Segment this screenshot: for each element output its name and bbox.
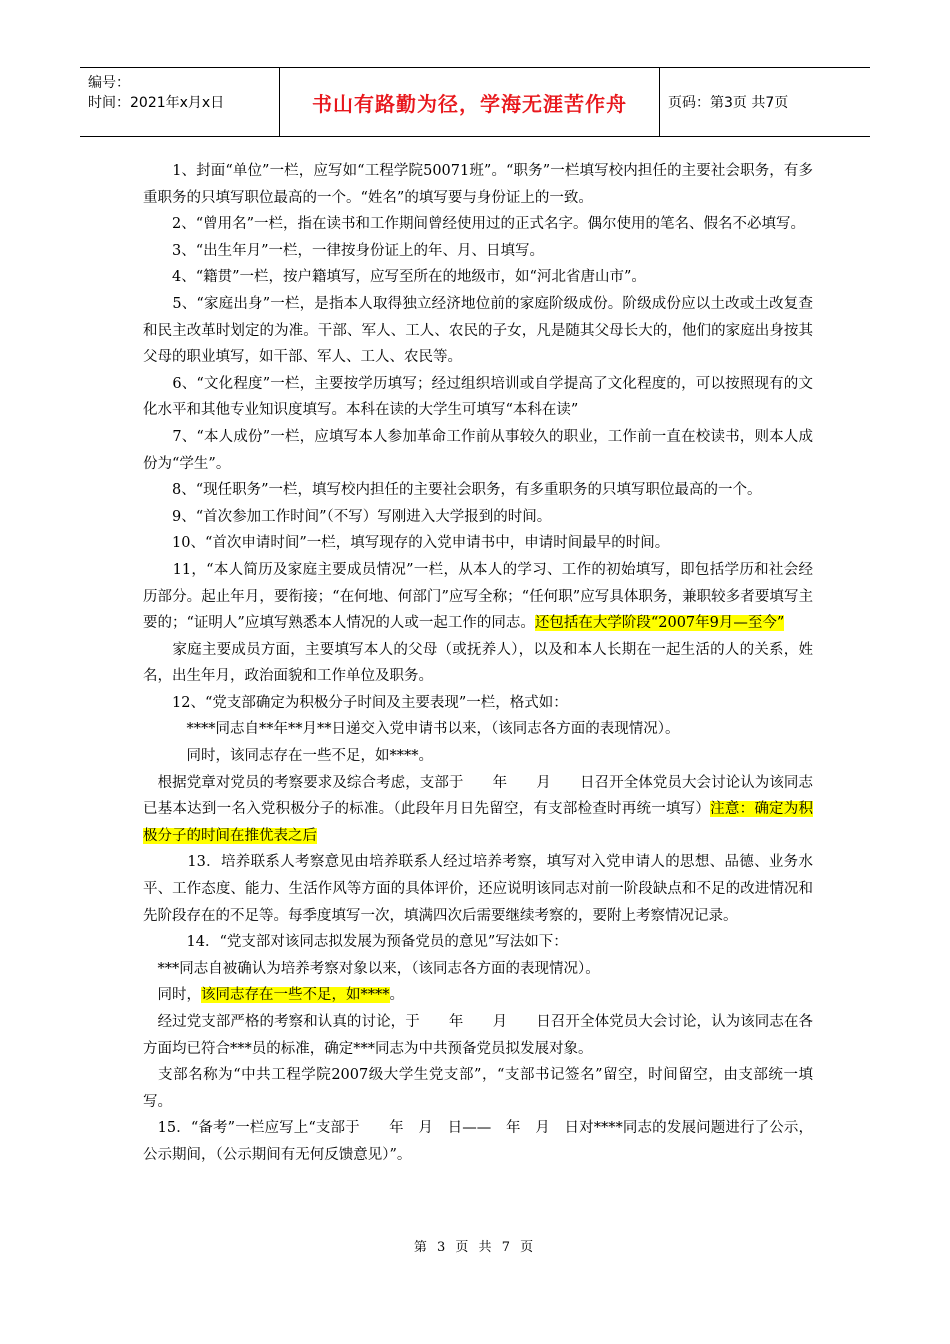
paragraph-text: 根据党章对党员的考察要求及综合考虑，支部于 年 月 日召开全体党员大会讨论认为该同志已基本达到一名入党积极分子的标准。（此段年月日先留空，有支部检查时再统一填写） bbox=[143, 774, 813, 818]
paragraph bbox=[143, 504, 813, 531]
paragraph bbox=[143, 371, 813, 424]
paragraph-text: 11，“本人简历及家庭主要成员情况”一栏，从本人的学习、工作的初始填写，即包括学历和社会经历部分。起止年月，要衔接；“在何地、何部门”应写全称；“任何职”应写具体职务，兼职较多者要填写主要的；“证明人”应填写熟悉本人情况的人或一起工作的同志。 bbox=[143, 561, 813, 632]
paragraph bbox=[143, 1009, 813, 1062]
highlighted-text: 该同志存在一些不足，如**** bbox=[201, 987, 390, 1004]
paragraph-text: 同时，该同志存在一些不足，如****。 bbox=[143, 748, 433, 765]
paragraph bbox=[143, 982, 813, 1009]
paragraph bbox=[143, 956, 813, 983]
highlighted-text: 还包括在大学阶段“2007年9月—至今” bbox=[534, 615, 785, 632]
paragraph-text: 2、“曾用名”一栏，指在读书和工作期间曾经使用过的正式名字。偶尔使用的笔名、假名不必填写。 bbox=[143, 216, 806, 233]
header-meta bbox=[80, 68, 280, 136]
paragraph bbox=[143, 291, 813, 371]
paragraph-text: 1、封面“单位”一栏，应写如“工程学院50071班”。“职务”一栏填写校内担任的主要社会职务，有多重职务的只填写职位最高的一个。“姓名”的填写要与身份证上的一致。 bbox=[143, 163, 813, 206]
paragraph bbox=[143, 264, 813, 291]
paragraph-text: ****同志自**年**月**日递交入党申请书以来，（该同志各方面的表现情况）。 bbox=[143, 721, 680, 738]
paragraph bbox=[143, 637, 813, 690]
paragraph-text-tail: 。 bbox=[389, 987, 404, 1004]
paragraph bbox=[143, 690, 813, 717]
paragraph-text: 家庭主要成员方面，主要填写本人的父母（或抚养人），以及和本人长期在一起生活的人的关系，姓名，出生年月，政治面貌和工作单位及职务。 bbox=[143, 641, 813, 685]
paragraph-text: 支部名称为“中共工程学院2007级大学生党支部”，“支部书记签名”留空，时间留空，由支部统一填写。 bbox=[143, 1067, 813, 1110]
paragraph-text: 9、“首次参加工作时间”（不写）写刚进入大学报到的时间。 bbox=[143, 508, 552, 525]
paragraph-text: 10、“首次申请时间”一栏，填写现存的入党申请书中，申请时间最早的时间。 bbox=[143, 535, 670, 552]
paragraph-text: 8、“现任职务”一栏，填写校内担任的主要社会职务，有多重职务的只填写职位最高的一个。 bbox=[143, 482, 762, 499]
paragraph-text: 12、“党支部确定为积极分子时间及主要表现”一栏，格式如： bbox=[143, 694, 568, 711]
paragraph bbox=[143, 743, 813, 770]
paragraph-text: ***同志自被确认为培养考察对象以来，（该同志各方面的表现情况）。 bbox=[143, 960, 600, 977]
paragraph bbox=[143, 929, 813, 956]
paragraph bbox=[143, 158, 813, 211]
paragraph bbox=[143, 424, 813, 477]
paragraph-text: 3、“出生年月”一栏，一律按身份证上的年、月、日填写。 bbox=[143, 242, 545, 259]
paragraph bbox=[143, 1062, 813, 1115]
document-body bbox=[143, 158, 813, 1169]
header-motto: 书山有路勤为径，学海无涯苦作舟 bbox=[280, 68, 660, 136]
paragraph-text: 经过党支部严格的考察和认真的讨论，于 年 月 日召开全体党员大会讨论，认为该同志在各方面均已符合***员的标准，确定***同志为中共预备党员拟发展对象。 bbox=[143, 1014, 813, 1057]
paragraph-text: 13．培养联系人考察意见由培养联系人经过培养考察，填写对入党申请人的思想、品德、业务水平、工作态度、能力、生活作风等方面的具体评价，还应说明该同志对前一阶段缺点和不足的改进情况和先阶段存在的不足等。每季度填写一次，填满四次后需要继续考察的，要附上考察情况记录。 bbox=[143, 854, 813, 924]
paragraph bbox=[143, 557, 813, 637]
paragraph-text: 5、“家庭出身”一栏，是指本人取得独立经济地位前的家庭阶级成份。阶级成份应以土改或土改复查和民主改革时划定的为准。干部、军人、工人、农民的子女，凡是随其父母长大的，他们的家庭出身按其父母的职业填写，如干部、军人、工人、农民等。 bbox=[143, 295, 813, 366]
paragraph bbox=[143, 1115, 813, 1168]
paragraph-text: 15．“备考”一栏应写上“支部于 年 月 日—— 年 月 日对****同志的发展问题进行了公示，公示期间，（公示期间有无何反馈意见）”。 bbox=[143, 1120, 813, 1163]
paragraph-text: 6、“文化程度”一栏，主要按学历填写；经过组织培训或自学提高了文化程度的，可以按照现有的文化水平和其他专业知识度填写。本科在读的大学生可填写“本科在读” bbox=[143, 375, 813, 419]
page-header bbox=[80, 67, 870, 137]
paragraph-text: 7、“本人成份”一栏，应填写本人参加革命工作前从事较久的职业，工作前一直在校读书，则本人成份为“学生”。 bbox=[143, 428, 813, 472]
paragraph bbox=[143, 477, 813, 504]
number-label: 编号： bbox=[88, 75, 130, 91]
page-footer: 第 3 页 共 7 页 bbox=[413, 1240, 537, 1255]
paragraph-text: 4、“籍贯”一栏，按户籍填写，应写至所在的地级市，如“河北省唐山市”。 bbox=[143, 269, 646, 286]
paragraph bbox=[143, 211, 813, 238]
highlighted-text: 注意：确定为积极分子的时间在推优表之后 bbox=[143, 801, 814, 844]
paragraph-text: 同时， bbox=[143, 987, 201, 1004]
paragraph bbox=[143, 238, 813, 265]
paragraph-text: 14．“党支部对该同志拟发展为预备党员的意见”写法如下： bbox=[143, 934, 568, 951]
header-page-number: 页码：第3页 共7页 bbox=[668, 95, 789, 111]
paragraph bbox=[143, 530, 813, 557]
paragraph bbox=[143, 849, 813, 929]
time-label: 时间：2021年x月x日 bbox=[88, 95, 225, 111]
paragraph bbox=[143, 770, 813, 850]
paragraph bbox=[143, 716, 813, 743]
